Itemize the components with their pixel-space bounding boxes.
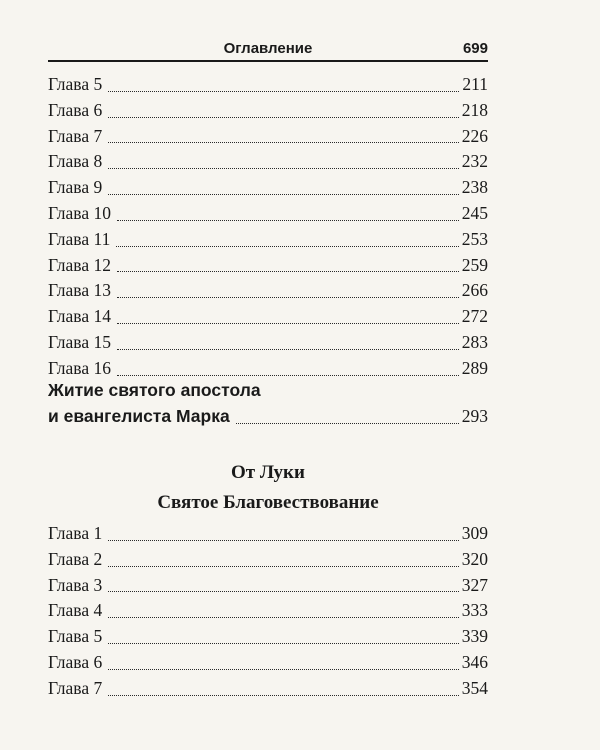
toc-entry <box>48 98 488 124</box>
toc-entry-page: 259 <box>461 254 488 275</box>
toc-entry-page: 283 <box>461 331 488 352</box>
toc-entry-label: Глава 15 <box>48 331 111 352</box>
dot-leader <box>108 90 459 92</box>
dot-leader <box>108 616 459 618</box>
toc-entry <box>48 650 488 676</box>
dot-leader <box>117 270 459 272</box>
dot-leader <box>108 539 459 541</box>
dot-leader <box>108 116 459 118</box>
toc-entry-page: 339 <box>461 626 488 647</box>
toc-entry-page: 266 <box>461 280 488 301</box>
toc-entry-page: 232 <box>461 151 488 172</box>
toc-entry-label: Глава 5 <box>48 74 103 94</box>
dot-leader <box>117 322 459 324</box>
toc-entry <box>48 624 488 650</box>
toc-entry <box>48 676 488 702</box>
dot-leader <box>117 374 459 376</box>
dot-leader <box>108 642 459 644</box>
toc-entry-page: 238 <box>461 177 488 198</box>
toc-entry-label: Глава 16 <box>48 357 111 378</box>
toc-entry-label: Глава 1 <box>48 523 103 543</box>
toc-entry-label: Глава 4 <box>48 600 103 621</box>
life-title-line2-row <box>48 404 488 430</box>
toc-life-entry <box>48 378 488 430</box>
toc-entry-page: 333 <box>461 600 488 621</box>
toc-entry-page: 211 <box>462 74 488 94</box>
toc-entry-label: Глава 10 <box>48 202 111 223</box>
section-title-line2: Святое Благовествование <box>157 492 379 513</box>
toc-entry-page: 354 <box>461 677 488 698</box>
toc-entry-label: Глава 5 <box>48 626 103 647</box>
page-number: 699 <box>462 40 488 57</box>
toc-entry-label: Глава 14 <box>48 306 111 327</box>
toc-entry-label: Глава 12 <box>48 254 111 275</box>
toc-entry-page: 218 <box>461 99 488 120</box>
toc-entry <box>48 573 488 599</box>
dot-leader <box>236 422 459 424</box>
running-title: Оглавление <box>223 40 313 57</box>
dot-leader <box>108 668 459 670</box>
life-title-line1: Житие святого апостола <box>48 380 261 400</box>
toc-entry <box>48 253 488 279</box>
dot-leader <box>108 141 459 143</box>
life-page: 293 <box>461 405 488 426</box>
toc-entry-label: Глава 8 <box>48 151 103 172</box>
toc-entry <box>48 278 488 304</box>
toc-entry-page: 272 <box>461 306 488 327</box>
dot-leader <box>117 296 459 298</box>
dot-leader <box>108 590 459 592</box>
dot-leader <box>108 193 459 195</box>
toc-entry-page: 289 <box>461 357 488 378</box>
toc-entry-page: 309 <box>461 523 488 543</box>
toc-entry-page: 346 <box>461 651 488 672</box>
toc-entry-page: 253 <box>461 228 488 249</box>
toc-entry <box>48 149 488 175</box>
toc-entry-label: Глава 11 <box>48 228 111 249</box>
toc-entry-page: 320 <box>461 548 488 569</box>
toc-entry-label: Глава 9 <box>48 177 103 198</box>
life-title-line1-row <box>48 378 488 404</box>
toc-entry-label: Глава 13 <box>48 280 111 301</box>
dot-leader <box>108 167 459 169</box>
dot-leader <box>117 219 459 221</box>
toc-entry-label: Глава 6 <box>48 651 103 672</box>
toc-entry-label: Глава 6 <box>48 99 103 120</box>
dot-leader <box>108 565 459 567</box>
toc-entry-label: Глава 7 <box>48 125 103 146</box>
running-header <box>48 38 488 62</box>
toc-entry-page: 245 <box>461 202 488 223</box>
toc-luke-list <box>48 521 488 702</box>
toc-mark-list <box>48 72 488 382</box>
toc-entry <box>48 201 488 227</box>
toc-entry-label: Глава 2 <box>48 548 103 569</box>
toc-entry <box>48 175 488 201</box>
toc-entry-page: 226 <box>461 125 488 146</box>
dot-leader <box>117 348 459 350</box>
dot-leader <box>108 694 459 696</box>
life-title-line2: и евангелиста Марка <box>48 405 230 426</box>
toc-entry <box>48 521 488 547</box>
toc-entry-label: Глава 3 <box>48 574 103 595</box>
toc-entry <box>48 598 488 624</box>
toc-entry <box>48 330 488 356</box>
toc-entry <box>48 227 488 253</box>
toc-entry <box>48 547 488 573</box>
toc-entry <box>48 304 488 330</box>
toc-entry <box>48 72 488 98</box>
toc-entry-page: 327 <box>461 574 488 595</box>
toc-entry <box>48 124 488 150</box>
toc-entry-label: Глава 7 <box>48 677 103 698</box>
section-title-line1: От Луки <box>231 462 305 483</box>
dot-leader <box>116 245 458 247</box>
